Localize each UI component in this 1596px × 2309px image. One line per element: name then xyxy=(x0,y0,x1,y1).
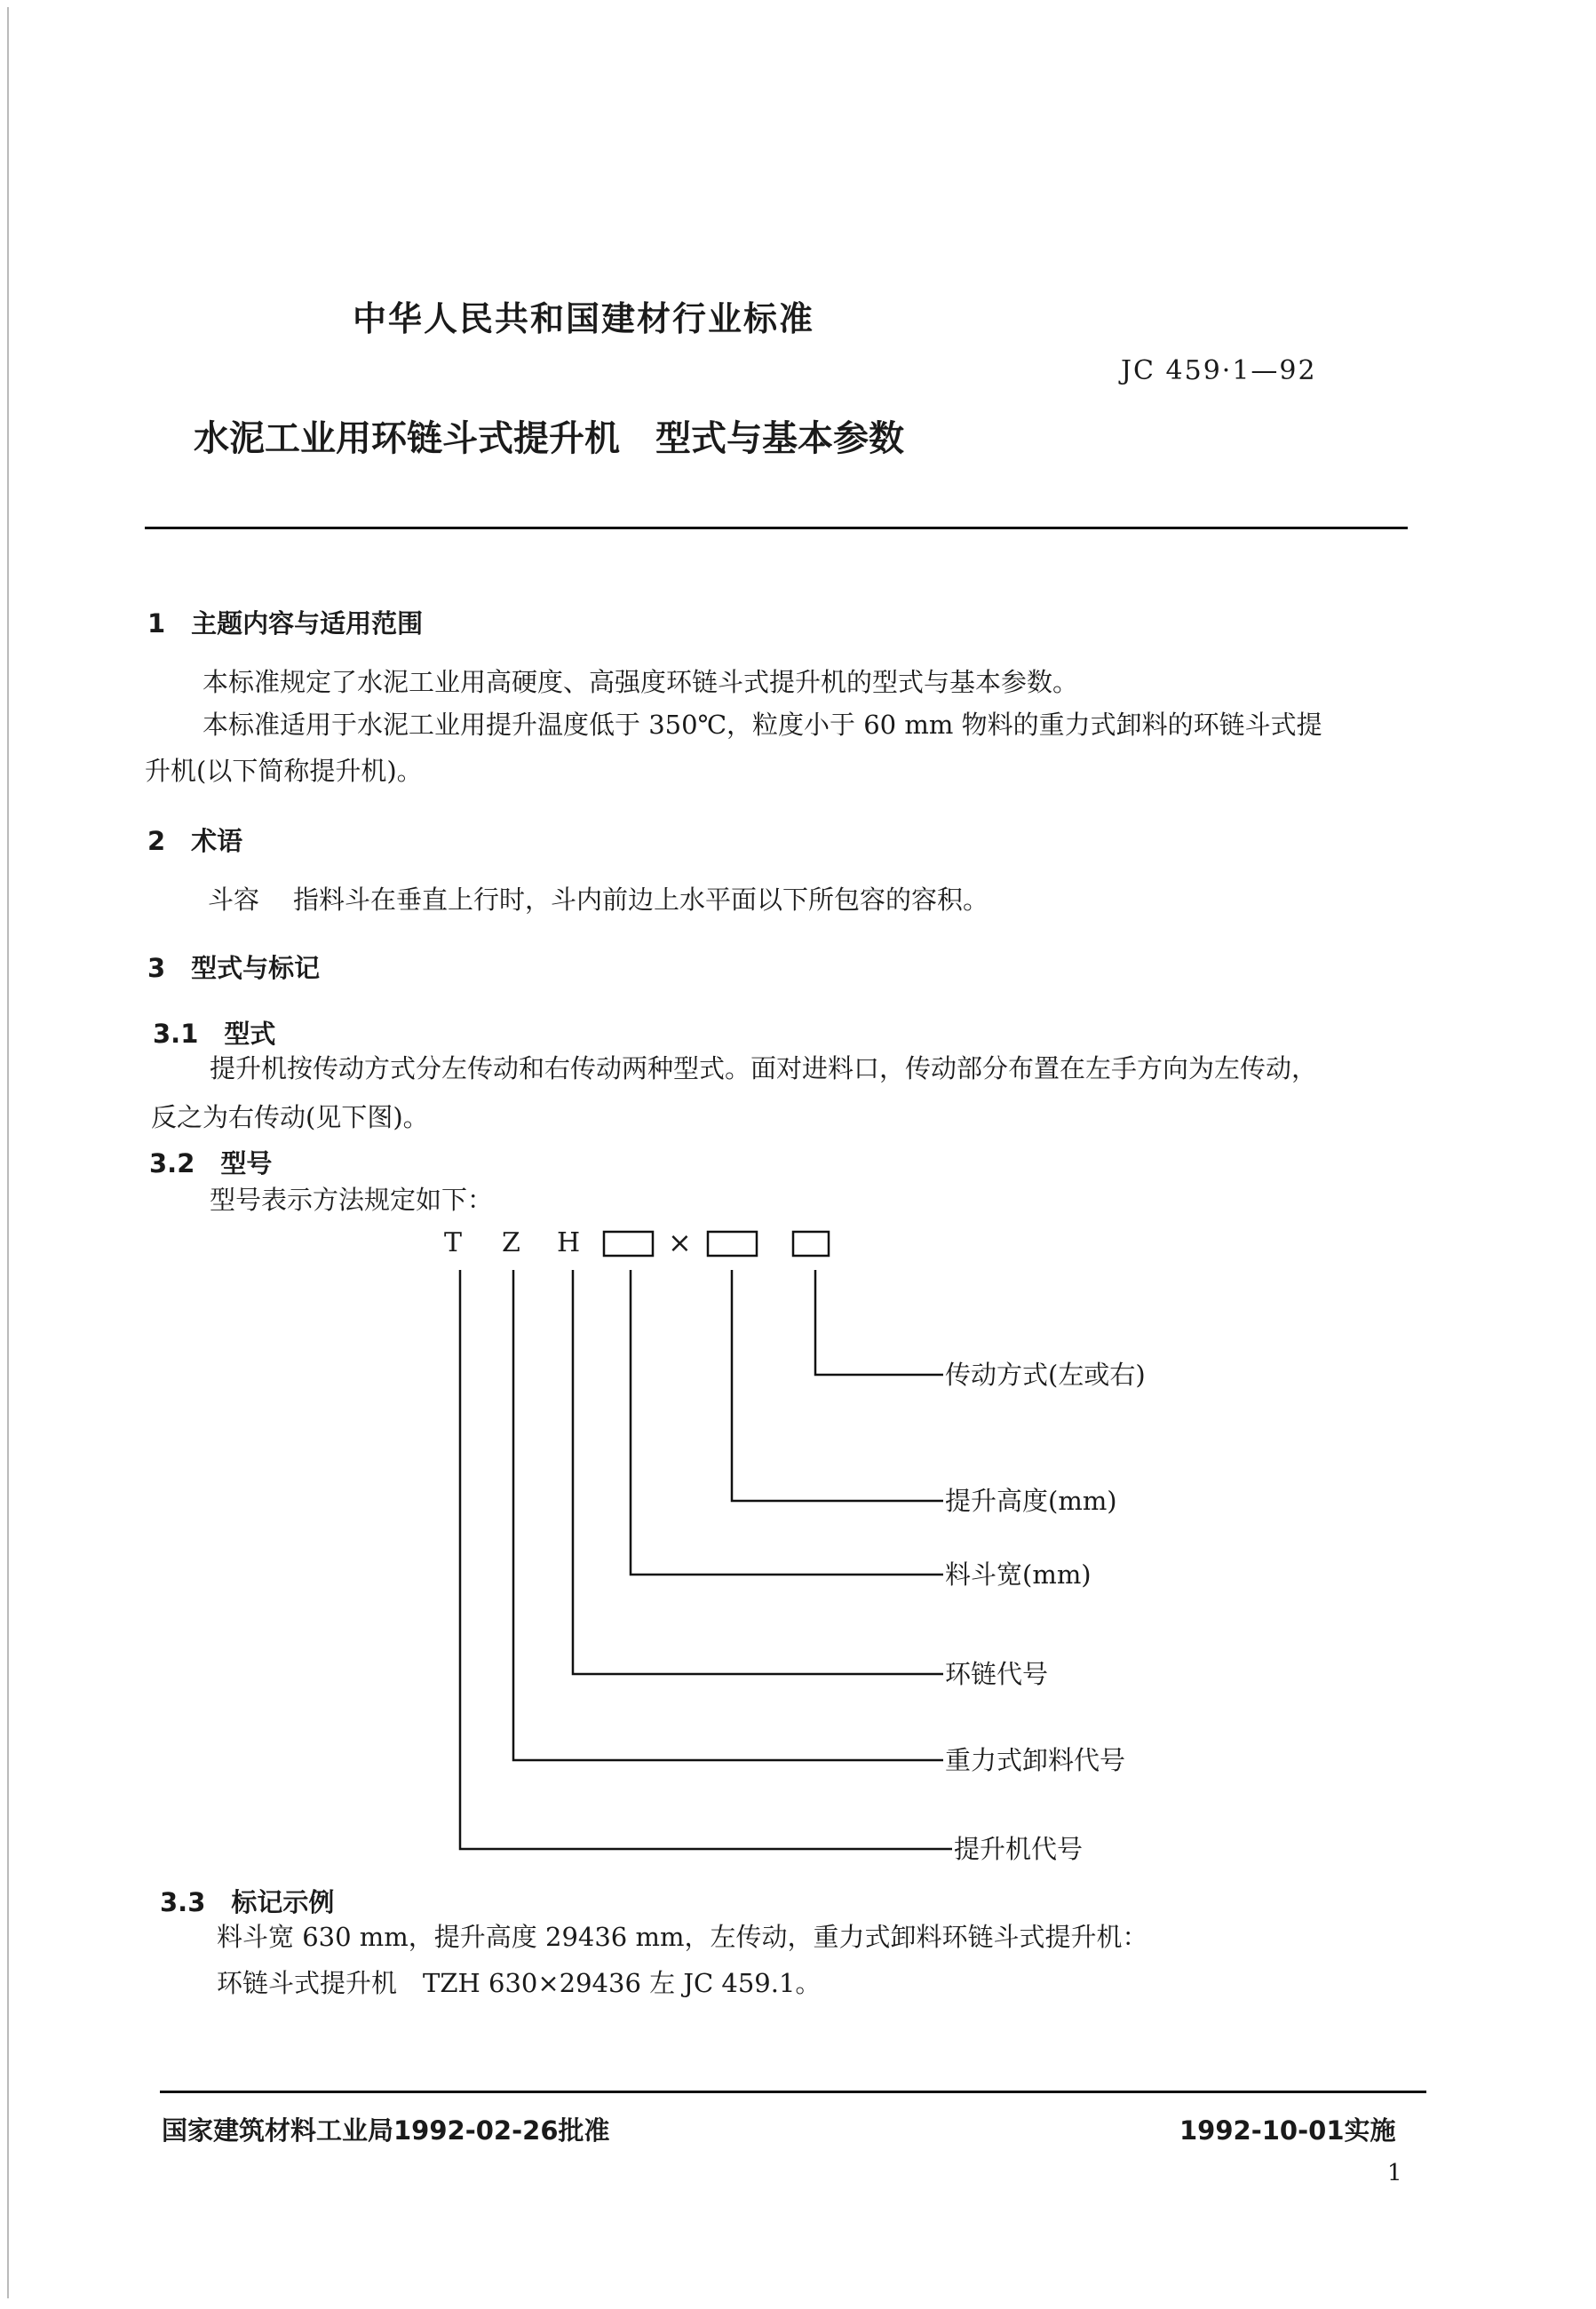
footer-rule xyxy=(160,2091,1426,2093)
leader-drive xyxy=(815,1270,943,1375)
page-number: 1 xyxy=(1387,2160,1402,2186)
example-line-2: 环链斗式提升机 TZH 630×29436 左 JC 459.1。 xyxy=(217,1968,822,1998)
height-box xyxy=(708,1232,757,1256)
bucket-width-box xyxy=(604,1232,653,1256)
section-3-1-heading: 3.1 型式 xyxy=(153,1019,276,1049)
code-letter-z: Z xyxy=(502,1227,520,1258)
effective-date: 1992-10-01实施 xyxy=(1179,2115,1396,2146)
section-3-2-heading: 3.2 型号 xyxy=(149,1148,273,1178)
code-letter-h: H xyxy=(557,1227,581,1258)
section-1-paragraph-1: 本标准规定了水泥工业用高硬度、高强度环链斗式提升机的型式与基本参数。 xyxy=(202,667,1079,697)
term-definition: 指料斗在垂直上行时，斗内前边上水平面以下所包容的容积。 xyxy=(293,885,989,915)
label-bucket-width: 料斗宽(mm) xyxy=(945,1559,1092,1590)
section-1-paragraph-2-line-2: 升机(以下简称提升机)。 xyxy=(145,756,423,786)
label-elevator-code: 提升机代号 xyxy=(954,1834,1084,1864)
section-3-heading: 3 型式与标记 xyxy=(147,953,321,983)
issuing-organization: 中华人民共和国建材行业标准 xyxy=(353,299,815,338)
leader-bucket-width xyxy=(631,1270,943,1575)
leader-chain xyxy=(573,1270,943,1674)
term-name: 斗容 xyxy=(208,885,260,915)
label-gravity-discharge-code: 重力式卸料代号 xyxy=(945,1745,1126,1775)
section-3-1-line-2: 反之为右传动(见下图)。 xyxy=(151,1102,429,1132)
leader-gravity xyxy=(513,1270,943,1760)
section-3-1-line-1: 提升机按传动方式分左传动和右传动两种型式。面对进料口，传动部分布置在左手方向为左传动， xyxy=(210,1053,1318,1083)
section-2-heading: 2 术语 xyxy=(147,826,243,856)
leader-height xyxy=(732,1270,943,1501)
section-3-2-intro: 型号表示方法规定如下： xyxy=(210,1185,494,1215)
section-3-3-heading: 3.3 标记示例 xyxy=(160,1887,335,1917)
section-1-heading: 1 主题内容与适用范围 xyxy=(147,608,424,639)
code-letter-t: T xyxy=(444,1227,463,1258)
leader-elevator xyxy=(460,1270,952,1849)
document-title: 水泥工业用环链斗式提升机 型式与基本参数 xyxy=(194,418,904,459)
times-sign: × xyxy=(668,1226,692,1259)
example-line-1: 料斗宽 630 mm，提升高度 29436 mm，左传动，重力式卸料环链斗式提升机： xyxy=(217,1922,1148,1952)
label-lift-height: 提升高度(mm) xyxy=(945,1486,1117,1516)
drive-box xyxy=(793,1232,829,1256)
label-drive-mode: 传动方式(左或右) xyxy=(945,1360,1146,1390)
approval-line: 国家建筑材料工业局1992-02-26批准 xyxy=(162,2115,610,2146)
label-chain-code: 环链代号 xyxy=(945,1659,1049,1689)
section-1-paragraph-2-line-1: 本标准适用于水泥工业用提升温度低于 350℃，粒度小于 60 mm 物料的重力式卸料的环链斗式提 xyxy=(202,710,1322,740)
standard-code: JC 459·1—92 xyxy=(1121,355,1317,386)
